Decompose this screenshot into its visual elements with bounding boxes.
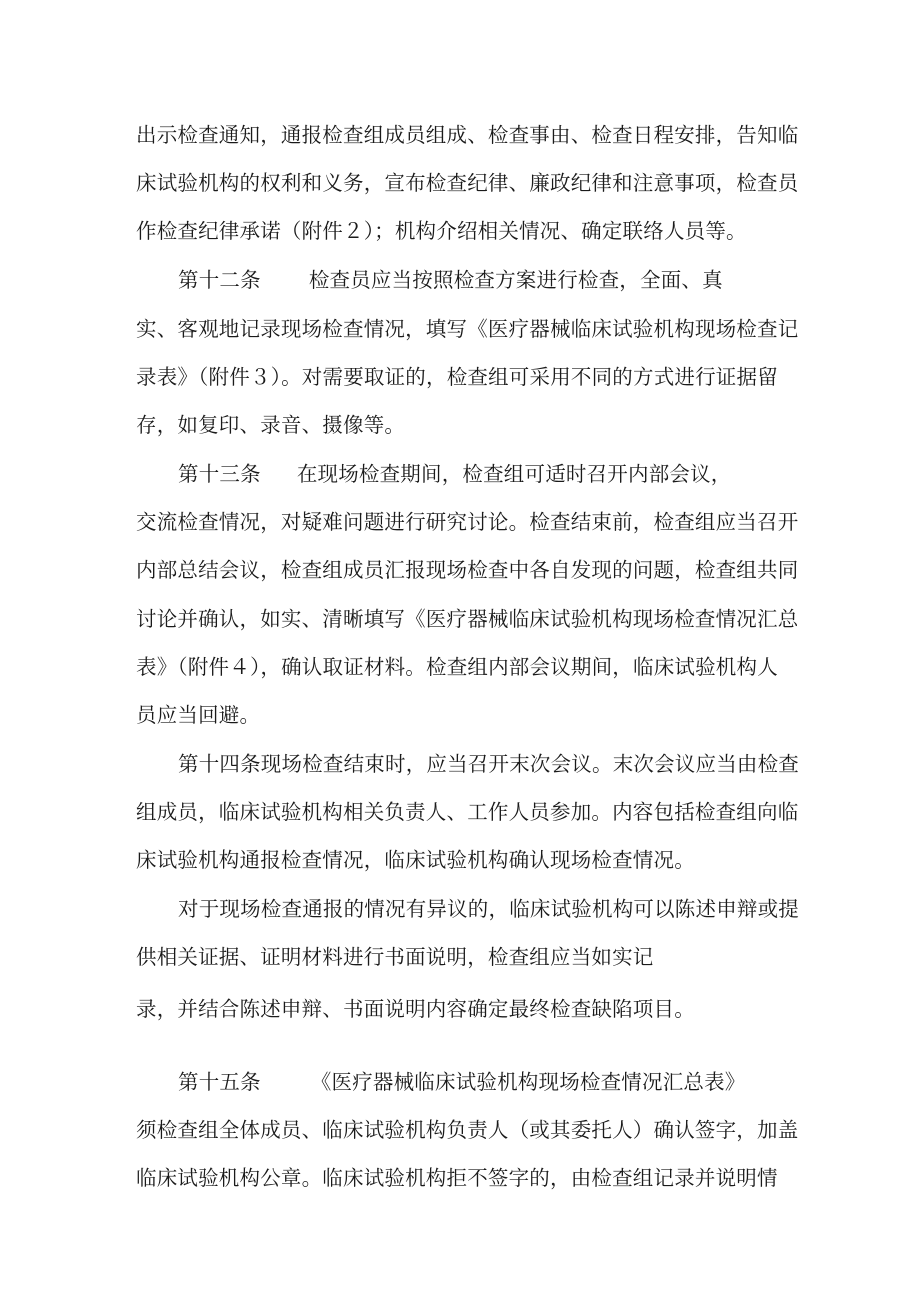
paragraph-line: 供相关证据、证明材料进行书面说明，检查组应当如实记 [136, 945, 654, 969]
paragraph-line: 表》（附件４），确认取证材料。检查组内部会议期间，临床试验机构人 [136, 655, 778, 679]
paragraph-line: 临床试验机构公章。临床试验机构拒不签字的，由检查组记录并说明情 [136, 1166, 778, 1190]
paragraph-line: 第十四条现场检查结束时，应当召开末次会议。末次会议应当由检查 [178, 752, 799, 776]
article-12-first-line [178, 266, 723, 294]
paragraph-text: 在现场检查期间，检查组可适时召开内部会议， [296, 462, 732, 486]
paragraph-line: 作检查纪律承诺（附件２）；机构介绍相关情况、确定联络人员等。 [136, 219, 747, 243]
article-number: 第十二条 [178, 268, 261, 292]
article-number: 第十五条 [178, 1070, 261, 1094]
paragraph-line: 员应当回避。 [136, 703, 261, 727]
paragraph-line: 须检查组全体成员、临床试验机构负责人（或其委托人）确认签字，加盖 [136, 1118, 799, 1142]
paragraph-line: 实、客观地记录现场检查情况，填写《医疗器械临床试验机构现场检查记 [136, 317, 799, 341]
paragraph-line: 组成员，临床试验机构相关负责人、工作人员参加。内容包括检查组向临 [136, 800, 799, 824]
paragraph-line: 录表》（附件３）。对需要取证的，检查组可采用不同的方式进行证据留 [136, 365, 778, 389]
paragraph-line: 床试验机构的权利和义务，宣布检查纪律、廉政纪律和注意事项，检查员 [136, 171, 799, 195]
paragraph-text: 《医疗器械临床试验机构现场检查情况汇总表》 [310, 1070, 746, 1094]
paragraph-line: 录，并结合陈述申辩、书面说明内容确定最终检查缺陷项目。 [136, 997, 695, 1021]
paragraph-line: 讨论并确认，如实、清晰填写《医疗器械临床试验机构现场检查情况汇总 [136, 607, 799, 631]
article-13-first-line [178, 460, 732, 488]
paragraph-line: 对于现场检查通报的情况有异议的，临床试验机构可以陈述申辩或提 [178, 897, 799, 921]
article-15-first-line [178, 1068, 746, 1096]
paragraph-line: 交流检查情况，对疑难问题进行研究讨论。检查结束前，检查组应当召开 [136, 510, 799, 534]
paragraph-line: 出示检查通知，通报检查组成员组成、检查事由、检查日程安排，告知临 [136, 123, 799, 147]
article-number: 第十三条 [178, 462, 261, 486]
paragraph-line: 内部总结会议，检查组成员汇报现场检查中各自发现的问题，检查组共同 [136, 558, 799, 582]
paragraph-text: 检查员应当按照检查方案进行检查，全面、真 [308, 268, 723, 292]
paragraph-line: 存，如复印、录音、摄像等。 [136, 413, 406, 437]
paragraph-line: 床试验机构通报检查情况，临床试验机构确认现场检查情况。 [136, 848, 695, 872]
